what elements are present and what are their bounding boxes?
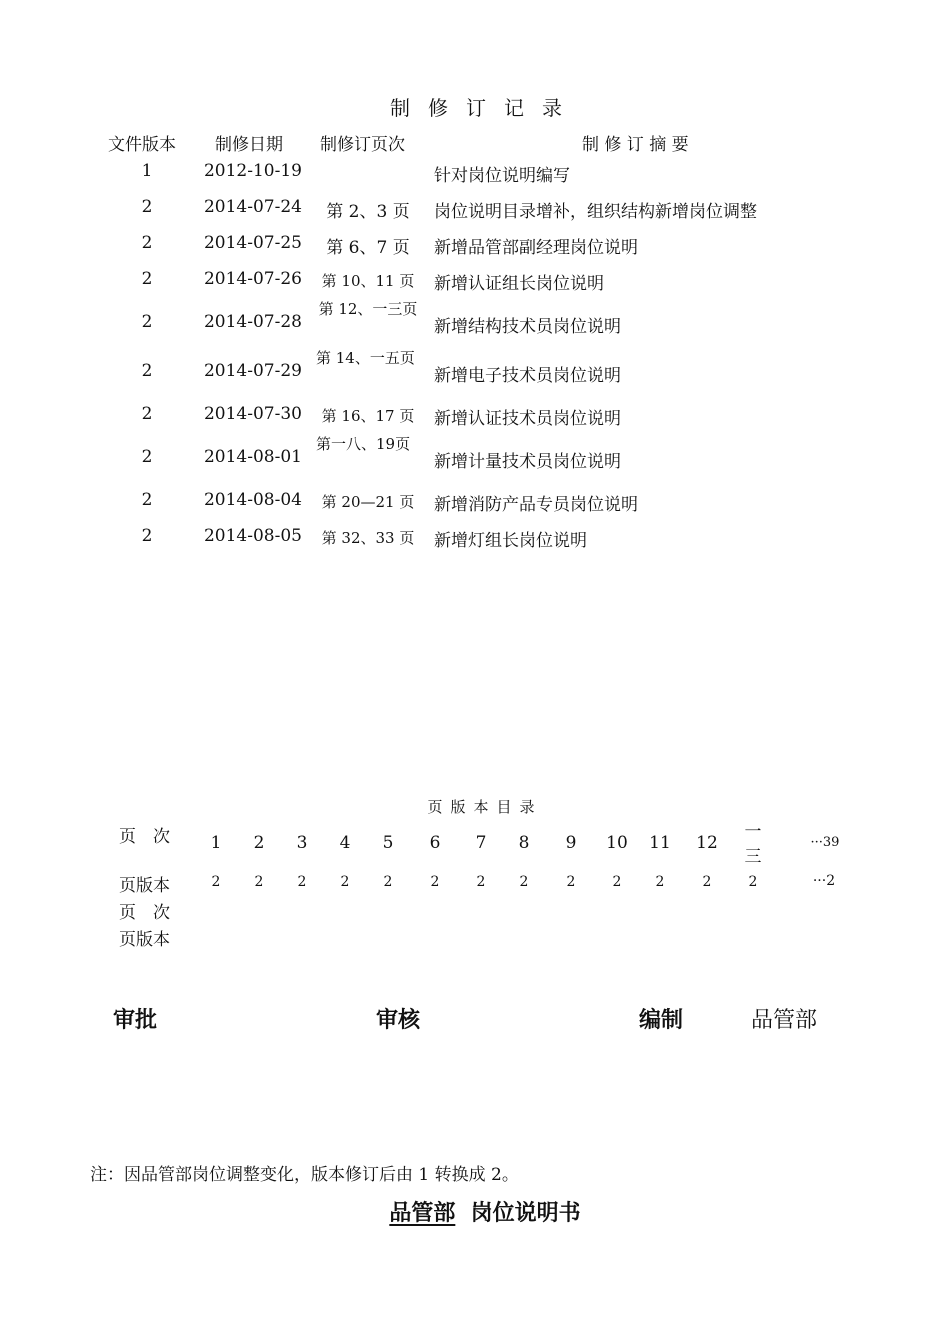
page-version: 2	[383, 874, 393, 890]
page-number: 7	[475, 833, 487, 853]
row-date: 2014-07-26	[203, 269, 302, 289]
compile-label: 编制	[639, 1007, 684, 1033]
row-date: 2014-08-04	[203, 490, 302, 510]
row-date: 2014-08-01	[203, 447, 302, 467]
row-date: 2014-07-28	[203, 312, 302, 332]
page-label: 页 次	[119, 827, 170, 847]
row-date: 2014-07-30	[203, 404, 302, 424]
page-number: 4	[339, 833, 351, 853]
note: 注：因品管部岗位调整变化，版本修订后由 1 转换成 2。	[90, 1165, 519, 1185]
row-summary: 新增结构技术员岗位说明	[434, 317, 621, 337]
page-number: 10	[606, 833, 628, 853]
row-summary: 新增灯组长岗位说明	[434, 531, 587, 551]
row-pages: 第 2、3 页	[326, 202, 410, 222]
page-number: 一三	[744, 822, 762, 867]
page-version: 2	[655, 874, 665, 890]
page-number: 2	[253, 833, 265, 853]
header-version: 文件版本	[108, 135, 176, 155]
row-version: 2	[141, 447, 153, 467]
row-pages: 第一八、19页	[316, 435, 411, 453]
row-date: 2014-07-24	[203, 197, 302, 217]
page-number: 9	[565, 833, 577, 853]
row-summary: 新增计量技术员岗位说明	[434, 452, 621, 472]
row-version: 2	[141, 233, 153, 253]
page-number: 11	[649, 833, 671, 853]
row-pages: 第 12、一三页	[318, 300, 418, 318]
page-version: 2	[430, 874, 440, 890]
row-version: 2	[141, 361, 153, 381]
header-pages: 制修订页次	[320, 135, 405, 155]
page-version: 2	[748, 874, 758, 890]
page-number: ···39	[810, 835, 840, 850]
row-pages: 第 16、17 页	[321, 407, 415, 425]
row-summary: 新增电子技术员岗位说明	[434, 366, 621, 386]
page-number: 3	[296, 833, 308, 853]
row-version: 2	[141, 312, 153, 332]
book-title-dept: 品管部	[389, 1200, 456, 1226]
approve-label: 审批	[113, 1007, 158, 1033]
row-date: 2014-07-25	[203, 233, 302, 253]
page-number: 8	[518, 833, 530, 853]
page-version-title: 页版本目录	[427, 798, 543, 816]
page-version: 2	[519, 874, 529, 890]
row-version: 2	[141, 526, 153, 546]
revision-title: 制修订记录	[390, 96, 580, 120]
compile-value: 品管部	[751, 1008, 818, 1033]
page-version: 2	[254, 874, 264, 890]
row-version: 2	[141, 490, 153, 510]
page-version: 2	[702, 874, 712, 890]
page-version: 2	[612, 874, 622, 890]
row-summary: 针对岗位说明编写	[434, 166, 570, 186]
row-pages: 第 32、33 页	[321, 529, 415, 547]
row-pages: 第 14、一五页	[316, 349, 415, 367]
page-version: 2	[297, 874, 307, 890]
page-label-2: 页 次	[119, 903, 170, 923]
version-label: 页版本	[119, 876, 170, 896]
row-pages: 第 20—21 页	[321, 493, 415, 511]
page-number: 6	[429, 833, 441, 853]
row-version: 2	[141, 197, 153, 217]
row-summary: 新增消防产品专员岗位说明	[434, 495, 638, 515]
page-version: 2	[566, 874, 576, 890]
row-date: 2012-10-19	[203, 161, 302, 181]
page-version: ···2	[812, 873, 836, 889]
page-number: 1	[210, 833, 222, 853]
page-version: 2	[476, 874, 486, 890]
version-label-2: 页版本	[119, 930, 170, 950]
row-date: 2014-07-29	[203, 361, 302, 381]
row-summary: 新增认证技术员岗位说明	[434, 409, 621, 429]
row-summary: 新增认证组长岗位说明	[434, 274, 604, 294]
book-title	[0, 1196, 950, 1227]
row-version: 2	[141, 269, 153, 289]
page-version: 2	[340, 874, 350, 890]
row-summary: 岗位说明目录增补，组织结构新增岗位调整	[434, 202, 757, 222]
book-title-name: 岗位说明书	[470, 1200, 581, 1226]
page-number: 5	[382, 833, 394, 853]
row-version: 2	[141, 404, 153, 424]
header-date: 制修日期	[215, 135, 283, 155]
review-label: 审核	[376, 1007, 421, 1033]
row-version: 1	[141, 161, 153, 181]
page-number: 12	[696, 833, 718, 853]
row-pages: 第 10、11 页	[321, 272, 415, 290]
row-date: 2014-08-05	[203, 526, 302, 546]
row-pages: 第 6、7 页	[326, 238, 410, 258]
header-summary: 制 修 订 摘 要	[582, 135, 689, 155]
row-summary: 新增品管部副经理岗位说明	[434, 238, 638, 258]
page-version: 2	[211, 874, 221, 890]
